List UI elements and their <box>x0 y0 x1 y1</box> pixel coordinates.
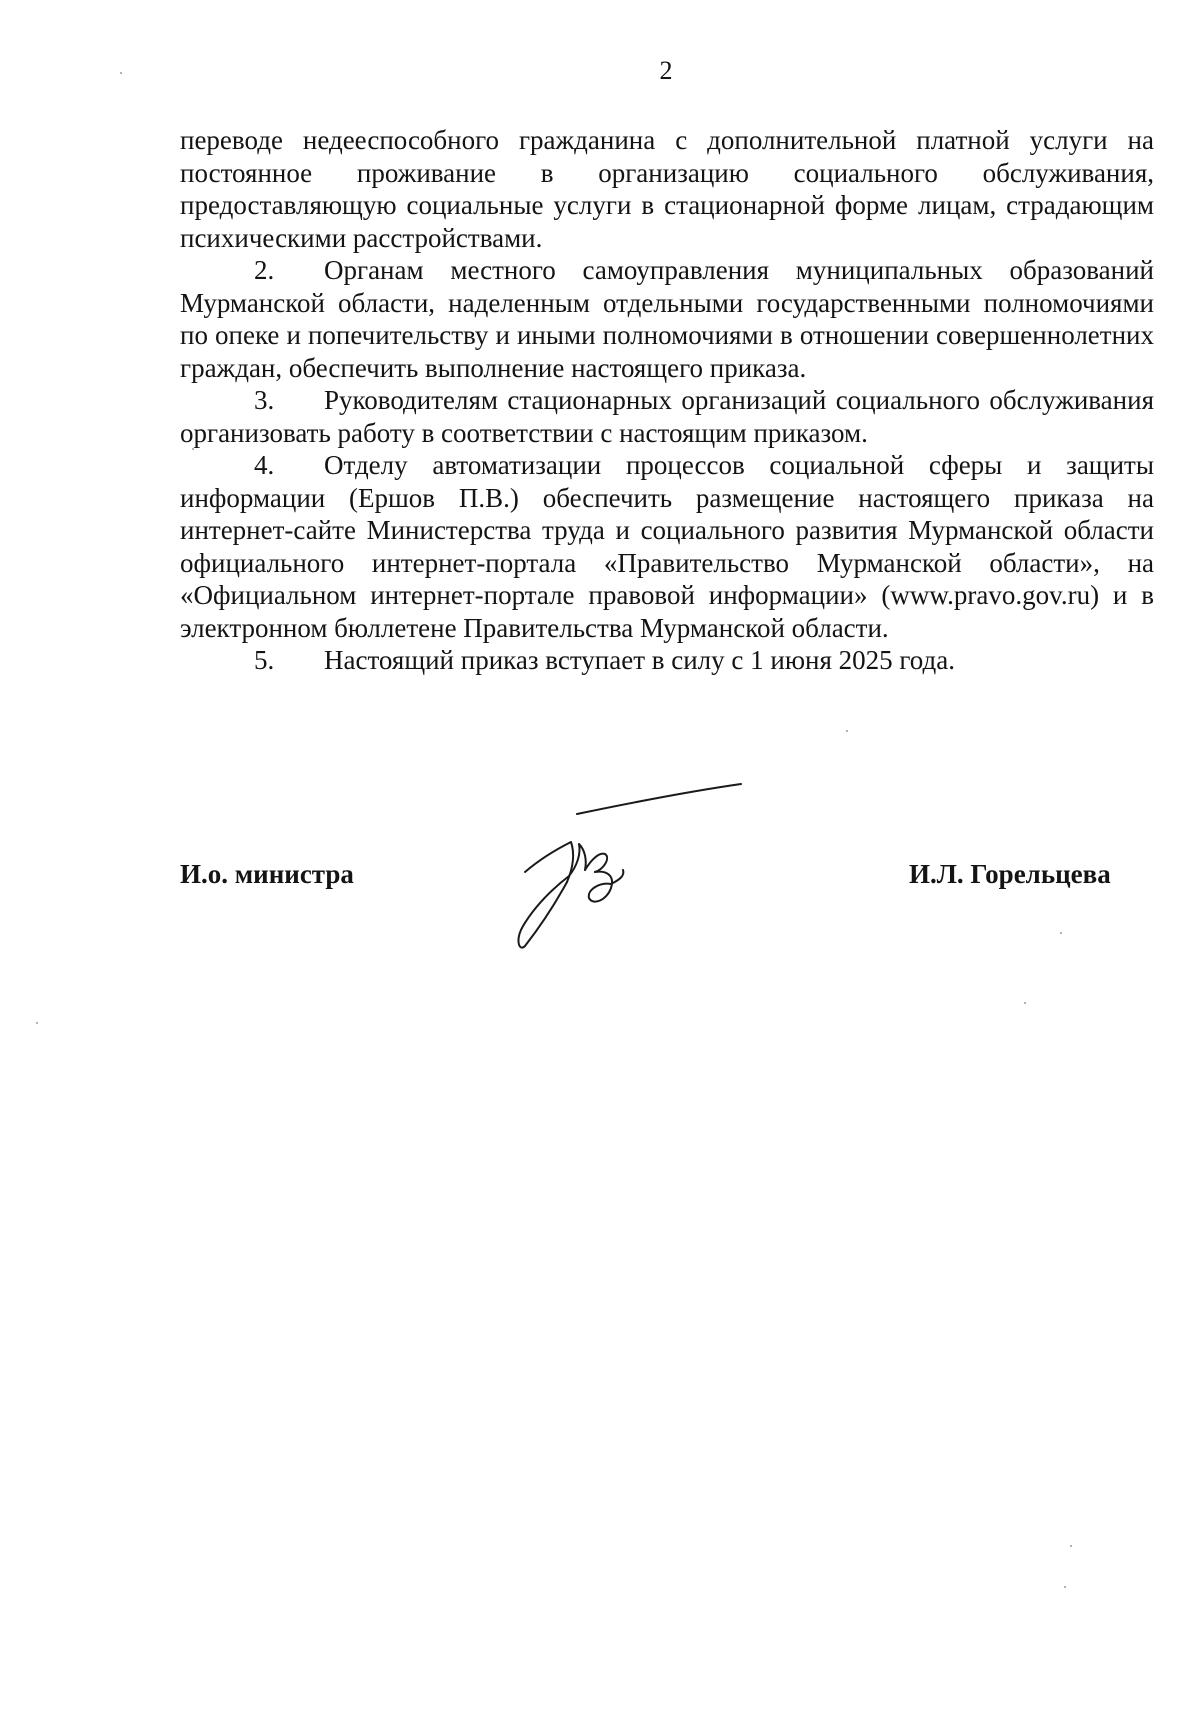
scan-speck <box>192 448 194 450</box>
order-item-number: 4. <box>254 450 275 480</box>
scan-speck <box>1064 1586 1066 1588</box>
order-item-text: Руководителям стационарных организаций социального обслуживания организовать работу в соответствии с настоящим приказом. <box>180 385 1154 448</box>
order-item-4 <box>180 449 1154 644</box>
order-item-number: 5. <box>254 645 275 675</box>
signatory-name: И.Л. Горельцева <box>909 859 1111 889</box>
scan-speck <box>1070 1545 1072 1547</box>
order-body <box>180 124 1154 677</box>
scan-speck <box>1060 932 1062 934</box>
continuation-paragraph: переводе недееспособного гражданина с дополнительной платной услуги на постоянное проживание в организацию социального обслуживания, предоставляющую социальные услуги в стационарной форме лицам, страдающим психическими расстройствами. <box>180 125 1154 253</box>
scan-speck <box>1024 1002 1026 1004</box>
signatory-title: И.о. министра <box>180 859 354 889</box>
order-item-text: Органам местного самоуправления муниципальных образований Мурманской области, наделенным отдельными государственными полномочиями по опеке и попечительству и иными полномочиями в отношении совершеннолетних граждан, обеспечить выполнение настоящего приказа. <box>180 255 1154 383</box>
order-item-2 <box>180 254 1154 384</box>
order-item-number: 2. <box>254 255 275 285</box>
order-item-5 <box>180 644 1154 677</box>
scan-speck <box>120 72 122 74</box>
order-item-text: Настоящий приказ вступает в силу с 1 июня 2025 года. <box>324 645 955 675</box>
scan-speck <box>36 1022 38 1024</box>
scan-speck <box>846 730 848 732</box>
handwritten-signature <box>515 780 745 955</box>
order-item-text: Отделу автоматизации процессов социальной сферы и защиты информации (Ершов П.В.) обеспечить размещение настоящего приказа на интернет-сайте Министерства труда и социального развития Мурманской области официального интернет-портала «Правительство Мурманской области», на «Официальном интернет-портале правовой информации» (www.pravo.gov.ru) и в электронном бюллетене Правительства Мурманской области. <box>180 450 1154 643</box>
page-number: 2 <box>659 56 673 85</box>
order-item-number: 3. <box>254 385 275 415</box>
order-item-3 <box>180 384 1154 449</box>
